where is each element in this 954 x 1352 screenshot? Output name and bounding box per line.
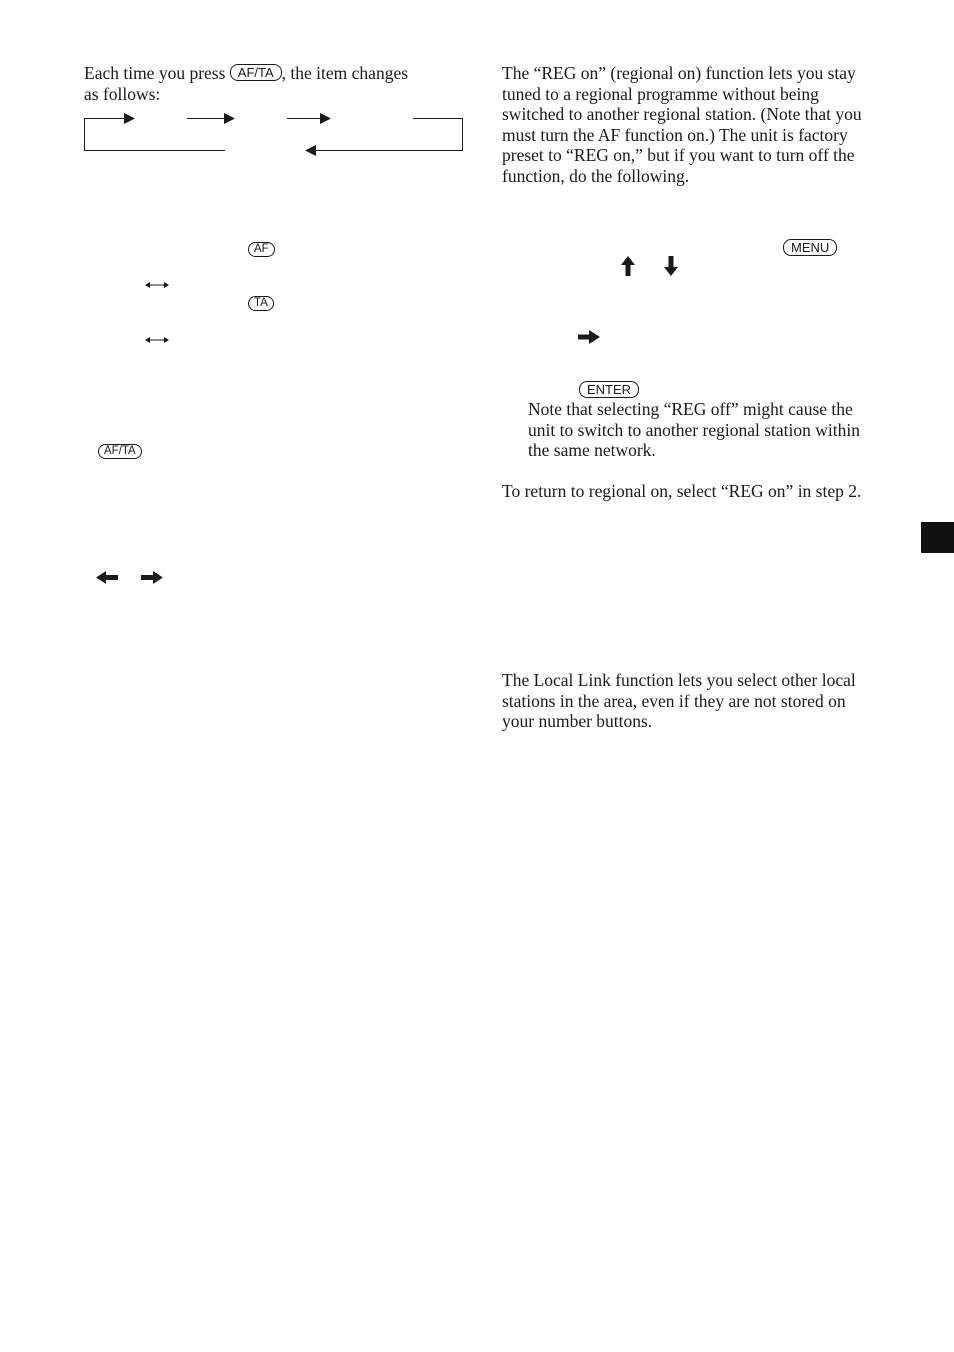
section-tab <box>921 522 954 553</box>
af-ta-button-label: AF/TA <box>230 64 282 81</box>
arrow-down-icon <box>664 256 678 276</box>
arrow-left-icon <box>96 571 118 584</box>
local-link-paragraph: The Local Link function lets you select other local stations in the area, even if they are not stored on your number buttons. <box>502 670 856 731</box>
af-button[interactable]: AF <box>248 242 275 257</box>
arrow-right-icon <box>141 571 163 584</box>
arrow-right-icon <box>224 113 235 124</box>
reg-paragraph: The “REG on” (regional on) function lets you stay tuned to a regional programme without being switched to another regional station. (Note that you must turn the AF function on.) The unit is factory preset to “REG on,” but if you want to turn off the function, do the following. <box>502 63 862 186</box>
arrow-right-icon <box>320 113 331 124</box>
return-text: To return to regional on, select “REG on” in step 2. <box>502 481 862 501</box>
intro-text: Each time you press AF/TA , the item changes as follows: <box>84 63 409 104</box>
double-arrow-icon <box>145 336 169 344</box>
enter-button[interactable]: ENTER <box>579 381 639 398</box>
menu-button[interactable]: MENU <box>783 239 837 256</box>
af-ta-button[interactable]: AF/TA <box>98 444 142 459</box>
reg-off-note: Note that selecting “REG off” might cause the unit to switch to another regional station within the same network. <box>528 399 860 460</box>
arrow-up-icon <box>621 256 635 276</box>
arrow-right-icon <box>124 113 135 124</box>
double-arrow-icon <box>145 281 169 289</box>
arrow-left-icon <box>305 145 316 156</box>
ta-button[interactable]: TA <box>248 296 274 311</box>
arrow-right-icon <box>578 330 600 344</box>
